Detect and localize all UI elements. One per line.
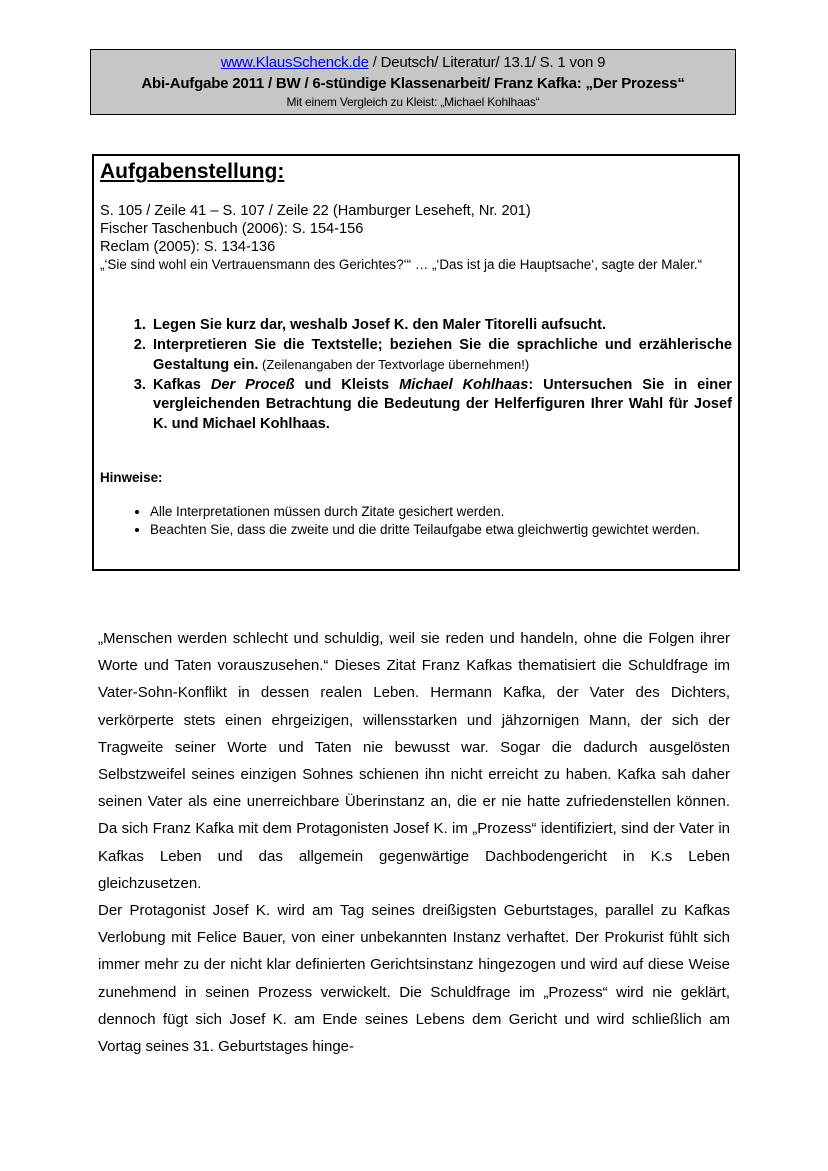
work-title-process: Der Proceß <box>210 376 295 393</box>
text-references <box>100 202 732 273</box>
task-item-1: 1. Legen Sie kurz dar, weshalb Josef K. den Maler Titorelli aufsucht. <box>150 316 732 336</box>
passage-quote: „‘Sie sind wohl ein Vertrauensmann des Gerichtes?‘“ … „‘Das ist ja die Hauptsache‘, sagte der Maler.“ <box>100 257 703 272</box>
task-item-2-text: Interpretieren Sie die Textstelle; beziehen Sie die sprachliche und erzählerische Gestaltung ein. <box>153 336 732 373</box>
reference-hamburger: S. 105 / Zeile 41 – S. 107 / Zeile 22 (Hamburger Leseheft, Nr. 201) <box>100 203 531 219</box>
task-item-3-part: Kafkas <box>153 376 211 393</box>
hints-title: Hinweise: <box>100 470 163 485</box>
reference-fischer: Fischer Taschenbuch (2006): S. 154-156 <box>100 221 364 237</box>
hint-item: • Beachten Sie, dass die zweite und die dritte Teilaufgabe etwa gleichwertig gewichtet werden. <box>150 521 732 539</box>
task-title: Aufgabenstellung: <box>100 160 285 183</box>
header-subtitle: Mit einem Vergleich zu Kleist: „Michael Kohlhaas“ <box>286 95 540 109</box>
reference-reclam: Reclam (2005): S. 134-136 <box>100 239 276 255</box>
task-item-2 <box>150 336 732 376</box>
hints-list <box>100 503 732 538</box>
essay-paragraph-1: „Menschen werden schlecht und schuldig, weil sie reden und handeln, ohne die Folgen ihrer Worte und Taten vorauszusehen.“ Dieses Zitat Franz Kafkas thematisiert die Schuldfrage im Vater-Sohn-Konflikt in dessen realen Leben. Hermann Kafka, der Vater des Dichters, verkörperte stets einen ehrgeizigen, willensstarken und jähzornigen Mann, der sich der Tragweite seiner Worte und Taten nie bewusst war. Sogar die dadurch ausgelösten Selbstzweifel seines einzigen Sohnes schienen ihn nicht erreicht zu haben. Kafka sah daher seinen Vater als eine unerreichbare Überinstanz an, die er nie hatte zufriedenstellen können. Da sich Franz Kafka mit dem Protagonisten Josef K. im „Prozess“ identifiziert, sind der Vater in Kafkas Leben und das allgemein gegenwärtige Dachbodengericht in K.s Leben gleichzusetzen. <box>98 630 730 892</box>
document-header <box>90 49 736 115</box>
header-title: Abi-Aufgabe 2011 / BW / 6-stündige Klassenarbeit/ Franz Kafka: „Der Prozess“ <box>141 75 685 92</box>
essay-body <box>98 625 730 1060</box>
hint-item: • Alle Interpretationen müssen durch Zitate gesichert werden. <box>150 503 732 521</box>
task-item-2-note: (Zeilenangaben der Textvorlage übernehmen!) <box>258 357 530 372</box>
header-line-1 <box>91 53 735 73</box>
essay-paragraph-2: Der Protagonist Josef K. wird am Tag seines dreißigsten Geburtstages, parallel zu Kafkas Verlobung mit Felice Bauer, von einer unbekannten Instanz verhaftet. Der Prokurist fühlt sich immer mehr zu der nicht klar definierten Gerichtsinstanz hingezogen und wird auf diese Weise zunehmend in seinen Prozess verwickelt. Die Schuldfrage im „Prozess“ wird nie geklärt, dennoch fügt sich Josef K. am Ende seines Lebens dem Gericht und wird schließlich am Vortag seines 31. Geburtstages hinge- <box>98 902 730 1056</box>
task-item-3-part: und Kleists <box>294 376 400 393</box>
task-item-3-part: : Untersuchen Sie in einer vergleichenden Betrachtung die Bedeutung der Helferfiguren Ihrer Wahl für Josef K. und Michael Kohlhaas. <box>153 376 732 432</box>
work-title-kohlhaas: Michael Kohlhaas <box>399 376 529 393</box>
header-breadcrumb: / Deutsch/ Literatur/ 13.1/ S. 1 von 9 <box>368 54 606 71</box>
task-item-3 <box>150 376 732 435</box>
task-box <box>92 154 740 571</box>
website-link[interactable]: www.KlausSchenck.de <box>220 54 369 71</box>
task-list <box>100 316 732 434</box>
